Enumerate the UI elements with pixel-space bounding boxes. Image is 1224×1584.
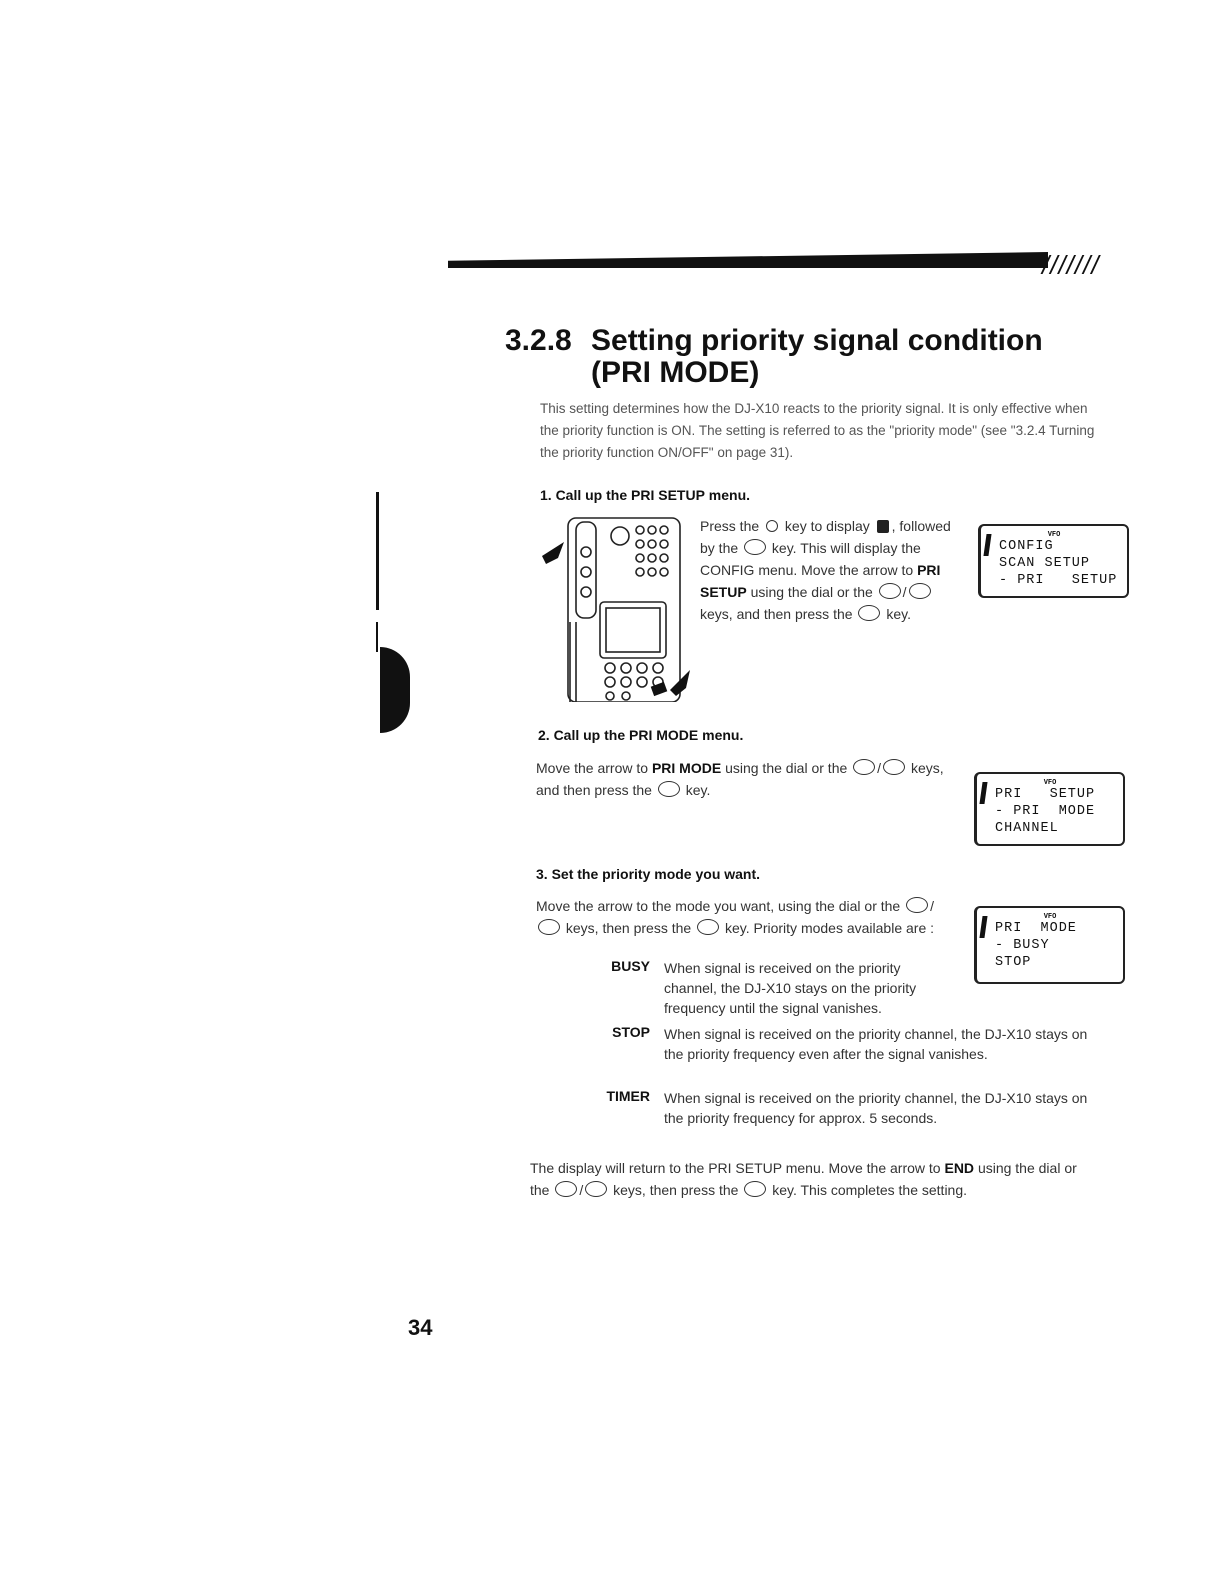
set-ent-key-icon xyxy=(858,605,880,621)
lcd-display-pri-setup: VFO PRI SETUP - PRI MODE CHANNEL xyxy=(974,772,1125,846)
priority-modes-list: BUSY When signal is received on the priority channel, the DJ-X10 stays on the priority frequency until the signal vanishes. STOP When signal is received on the priority channel, the DJ-X10 stays on the priority frequency even after the signal vanishes. TIMER When signal is received on the priority channel, the DJ-X10 stays on the priority frequency for approx. 5 seconds. xyxy=(606,958,1088,1126)
set-ent-key-icon xyxy=(744,1181,766,1197)
up-arrow-key-icon xyxy=(853,759,875,775)
section-number: 3.2.8 xyxy=(505,324,572,357)
set-ent-key-icon xyxy=(744,539,766,555)
set-ent-key-icon xyxy=(658,781,680,797)
margin-tab-marker xyxy=(380,647,410,733)
down-arrow-key-icon xyxy=(909,583,931,599)
header-rule xyxy=(448,252,1048,268)
lcd-display-pri-mode: VFO PRI MODE - BUSY STOP xyxy=(974,906,1125,984)
intro-paragraph: This setting determines how the DJ-X10 reacts to the priority signal. It is only effective when the priority function is ON. The setting is referred to as the "priority mode" (see "3.2.4 Turning the priority function ON/OFF" on page 31). xyxy=(540,401,1095,460)
arrow-pointer-left xyxy=(542,542,564,564)
lcd-display-config: VFO CONFIG SCAN SETUP - PRI SETUP xyxy=(978,524,1129,598)
step-3-title: 3. Set the priority mode you want. xyxy=(536,866,761,882)
down-arrow-key-icon xyxy=(538,919,560,935)
section-heading xyxy=(505,325,1145,389)
down-arrow-key-icon xyxy=(883,759,905,775)
up-arrow-key-icon xyxy=(906,897,928,913)
step-2-text: Move the arrow to PRI MODE using the dial or the / keys, and then press the key. xyxy=(536,760,944,798)
set-ent-key-icon xyxy=(697,919,719,935)
up-arrow-key-icon xyxy=(555,1181,577,1197)
header-slashes: /////// xyxy=(1042,250,1100,280)
radio-illustration xyxy=(540,512,700,702)
f-display-icon xyxy=(877,520,889,533)
page-number: 34 xyxy=(408,1315,433,1340)
up-arrow-key-icon xyxy=(879,583,901,599)
step-2-title: 2. Call up the PRI MODE menu. xyxy=(538,727,744,743)
step-3-text: Move the arrow to the mode you want, using the dial or the / keys, then press the key. Priority modes available are : xyxy=(536,898,935,936)
section-title-line1: Setting priority signal condition xyxy=(591,324,1043,357)
down-arrow-key-icon xyxy=(585,1181,607,1197)
closing-paragraph: The display will return to the PRI SETUP menu. Move the arrow to END using the dial or the / keys, then press the key. This completes the setting. xyxy=(530,1160,1077,1198)
section-title-line2: (PRI MODE) xyxy=(591,356,760,389)
circle-f-key-icon xyxy=(766,520,778,532)
step-1-text: Press the key to display , followed by the key. This will display the CONFIG menu. Move the arrow to PRI SETUP using the dial or the / keys, and then press the key. xyxy=(700,518,951,622)
step-1-title: 1. Call up the PRI SETUP menu. xyxy=(540,487,751,503)
